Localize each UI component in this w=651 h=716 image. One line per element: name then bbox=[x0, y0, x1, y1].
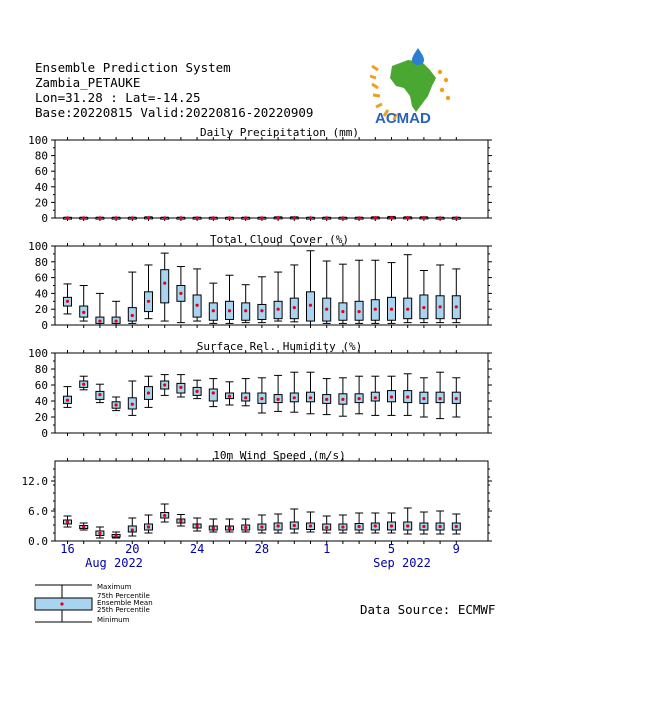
mean-marker bbox=[341, 216, 344, 219]
mean-marker bbox=[406, 216, 409, 219]
mean-marker bbox=[422, 306, 425, 309]
mean-marker bbox=[309, 216, 312, 219]
y-tick-label: 40 bbox=[34, 180, 48, 194]
mean-marker bbox=[260, 216, 263, 219]
y-tick-label: 20 bbox=[34, 303, 48, 317]
mean-marker bbox=[82, 311, 85, 314]
header-dates: Base:20220815 Valid:20220816-20220909 bbox=[35, 105, 314, 120]
mean-marker bbox=[66, 216, 69, 219]
mean-marker bbox=[260, 525, 263, 528]
x-tick-label: 1 bbox=[323, 542, 331, 556]
mean-marker bbox=[244, 309, 247, 312]
header-system: Ensemble Prediction System bbox=[35, 60, 231, 75]
mean-marker bbox=[374, 396, 377, 399]
mean-marker bbox=[455, 397, 458, 400]
x-tick-label: 20 bbox=[125, 542, 140, 556]
mean-marker bbox=[439, 525, 442, 528]
mean-marker bbox=[260, 309, 263, 312]
mean-marker bbox=[66, 300, 69, 303]
mean-marker bbox=[341, 310, 344, 313]
mean-marker bbox=[422, 525, 425, 528]
y-tick-label: 100 bbox=[28, 134, 48, 147]
y-tick-label: 0 bbox=[41, 319, 48, 332]
mean-marker bbox=[439, 305, 442, 308]
mean-marker bbox=[293, 306, 296, 309]
mean-marker bbox=[358, 525, 361, 528]
mean-marker bbox=[131, 528, 134, 531]
mean-marker bbox=[147, 300, 150, 303]
mean-marker bbox=[66, 399, 69, 402]
mean-marker bbox=[455, 525, 458, 528]
mean-marker bbox=[228, 309, 231, 312]
mean-marker bbox=[374, 524, 377, 527]
mean-marker bbox=[244, 216, 247, 219]
x-tick-label: 24 bbox=[189, 542, 205, 556]
mean-marker bbox=[179, 292, 182, 295]
mean-marker bbox=[455, 305, 458, 308]
y-tick-label: 60 bbox=[34, 379, 48, 392]
iqr-box bbox=[209, 389, 217, 401]
y-tick-label: 40 bbox=[34, 287, 48, 301]
y-tick-label: 60 bbox=[34, 271, 48, 285]
mean-marker bbox=[406, 524, 409, 527]
mean-marker bbox=[277, 216, 280, 219]
mean-marker bbox=[163, 282, 166, 285]
mean-marker bbox=[406, 308, 409, 311]
mean-marker bbox=[439, 397, 442, 400]
y-tick-label: 100 bbox=[28, 347, 48, 360]
header-coords: Lon=31.28 : Lat=-14.25 bbox=[35, 90, 201, 105]
mean-marker bbox=[212, 391, 215, 394]
mean-marker bbox=[309, 396, 312, 399]
mean-marker bbox=[325, 308, 328, 311]
mean-marker bbox=[98, 216, 101, 219]
mean-marker bbox=[131, 216, 134, 219]
mean-marker bbox=[422, 397, 425, 400]
mean-marker bbox=[277, 524, 280, 527]
mean-marker bbox=[131, 314, 134, 317]
mean-marker bbox=[196, 390, 199, 393]
legend-75th: 75th Percentile bbox=[97, 592, 150, 600]
mean-marker bbox=[147, 216, 150, 219]
mean-marker bbox=[212, 526, 215, 529]
mean-marker bbox=[212, 309, 215, 312]
panel-title: 10m Wind Speed (m/s) bbox=[213, 449, 346, 462]
mean-marker bbox=[212, 216, 215, 219]
mean-marker bbox=[98, 532, 101, 535]
legend-mean-marker bbox=[60, 602, 63, 605]
mean-marker bbox=[115, 216, 118, 219]
y-tick-label: 100 bbox=[28, 240, 48, 253]
mean-marker bbox=[293, 396, 296, 399]
mean-marker bbox=[293, 216, 296, 219]
mean-marker bbox=[244, 396, 247, 399]
mean-marker bbox=[115, 403, 118, 406]
mean-marker bbox=[196, 524, 199, 527]
mean-marker bbox=[98, 319, 101, 322]
logo-text: ACMAD bbox=[375, 110, 431, 126]
mean-marker bbox=[82, 383, 85, 386]
mean-marker bbox=[309, 524, 312, 527]
mean-marker bbox=[115, 319, 118, 322]
mean-marker bbox=[325, 398, 328, 401]
panel-title: Surface Rel. Humidity (%) bbox=[196, 340, 363, 353]
mean-marker bbox=[374, 216, 377, 219]
mean-marker bbox=[260, 397, 263, 400]
mean-marker bbox=[82, 525, 85, 528]
data-source: Data Source: ECMWF bbox=[360, 602, 496, 617]
mean-marker bbox=[131, 403, 134, 406]
y-tick-label: 40 bbox=[34, 395, 48, 408]
y-tick-label: 20 bbox=[34, 411, 48, 424]
iqr-box bbox=[161, 270, 169, 303]
y-tick-label: 0.0 bbox=[28, 535, 48, 548]
y-tick-label: 12.0 bbox=[21, 475, 48, 488]
legend-minimum: Minimum bbox=[97, 616, 130, 624]
legend-25th: 25th Percentile bbox=[97, 606, 150, 614]
x-tick-label: 5 bbox=[387, 542, 396, 556]
mean-marker bbox=[325, 526, 328, 529]
y-tick-label: 6.0 bbox=[28, 505, 48, 518]
mean-marker bbox=[179, 519, 182, 522]
mean-marker bbox=[66, 520, 69, 523]
mean-marker bbox=[325, 216, 328, 219]
mean-marker bbox=[147, 391, 150, 394]
panel-frame bbox=[55, 140, 488, 218]
mean-marker bbox=[277, 308, 280, 311]
mean-marker bbox=[422, 216, 425, 219]
mean-marker bbox=[196, 304, 199, 307]
x-tick-label: 9 bbox=[452, 542, 460, 556]
mean-marker bbox=[374, 308, 377, 311]
mean-marker bbox=[293, 524, 296, 527]
mean-marker bbox=[358, 397, 361, 400]
mean-marker bbox=[115, 534, 118, 537]
y-tick-label: 0 bbox=[41, 427, 48, 440]
header-location: Zambia_PETAUKE bbox=[35, 75, 141, 90]
mean-marker bbox=[406, 395, 409, 398]
legend-maximum: Maximum bbox=[97, 583, 132, 591]
panel-title: Daily Precipitation (mm) bbox=[200, 126, 359, 139]
y-tick-label: 80 bbox=[34, 255, 48, 269]
mean-marker bbox=[98, 393, 101, 396]
y-tick-label: 80 bbox=[34, 149, 48, 163]
mean-marker bbox=[277, 398, 280, 401]
mean-marker bbox=[309, 304, 312, 307]
x-tick-label: 28 bbox=[254, 542, 270, 556]
x-tick-label: 16 bbox=[60, 542, 75, 556]
mean-marker bbox=[163, 383, 166, 386]
panel-title: Total Cloud Cover (%) bbox=[209, 233, 350, 246]
mean-marker bbox=[82, 216, 85, 219]
mean-marker bbox=[196, 216, 199, 219]
y-tick-label: 20 bbox=[34, 196, 48, 210]
mean-marker bbox=[179, 386, 182, 389]
mean-marker bbox=[163, 514, 166, 517]
mean-marker bbox=[147, 525, 150, 528]
y-tick-label: 60 bbox=[34, 165, 48, 179]
mean-marker bbox=[341, 398, 344, 401]
mean-marker bbox=[390, 395, 393, 398]
month-label-sep: Sep 2022 bbox=[373, 556, 431, 570]
mean-marker bbox=[341, 525, 344, 528]
mean-marker bbox=[163, 216, 166, 219]
mean-marker bbox=[358, 310, 361, 313]
mean-marker bbox=[228, 395, 231, 398]
mean-marker bbox=[390, 308, 393, 311]
mean-marker bbox=[228, 216, 231, 219]
mean-marker bbox=[358, 216, 361, 219]
y-tick-label: 80 bbox=[34, 363, 48, 376]
mean-marker bbox=[455, 216, 458, 219]
mean-marker bbox=[439, 216, 442, 219]
mean-marker bbox=[390, 216, 393, 219]
month-label-aug: Aug 2022 bbox=[85, 556, 143, 570]
mean-marker bbox=[179, 216, 182, 219]
legend-mean: Ensemble Mean bbox=[97, 599, 153, 607]
mean-marker bbox=[390, 524, 393, 527]
y-tick-label: 0 bbox=[41, 212, 48, 225]
mean-marker bbox=[228, 526, 231, 529]
mean-marker bbox=[244, 526, 247, 529]
